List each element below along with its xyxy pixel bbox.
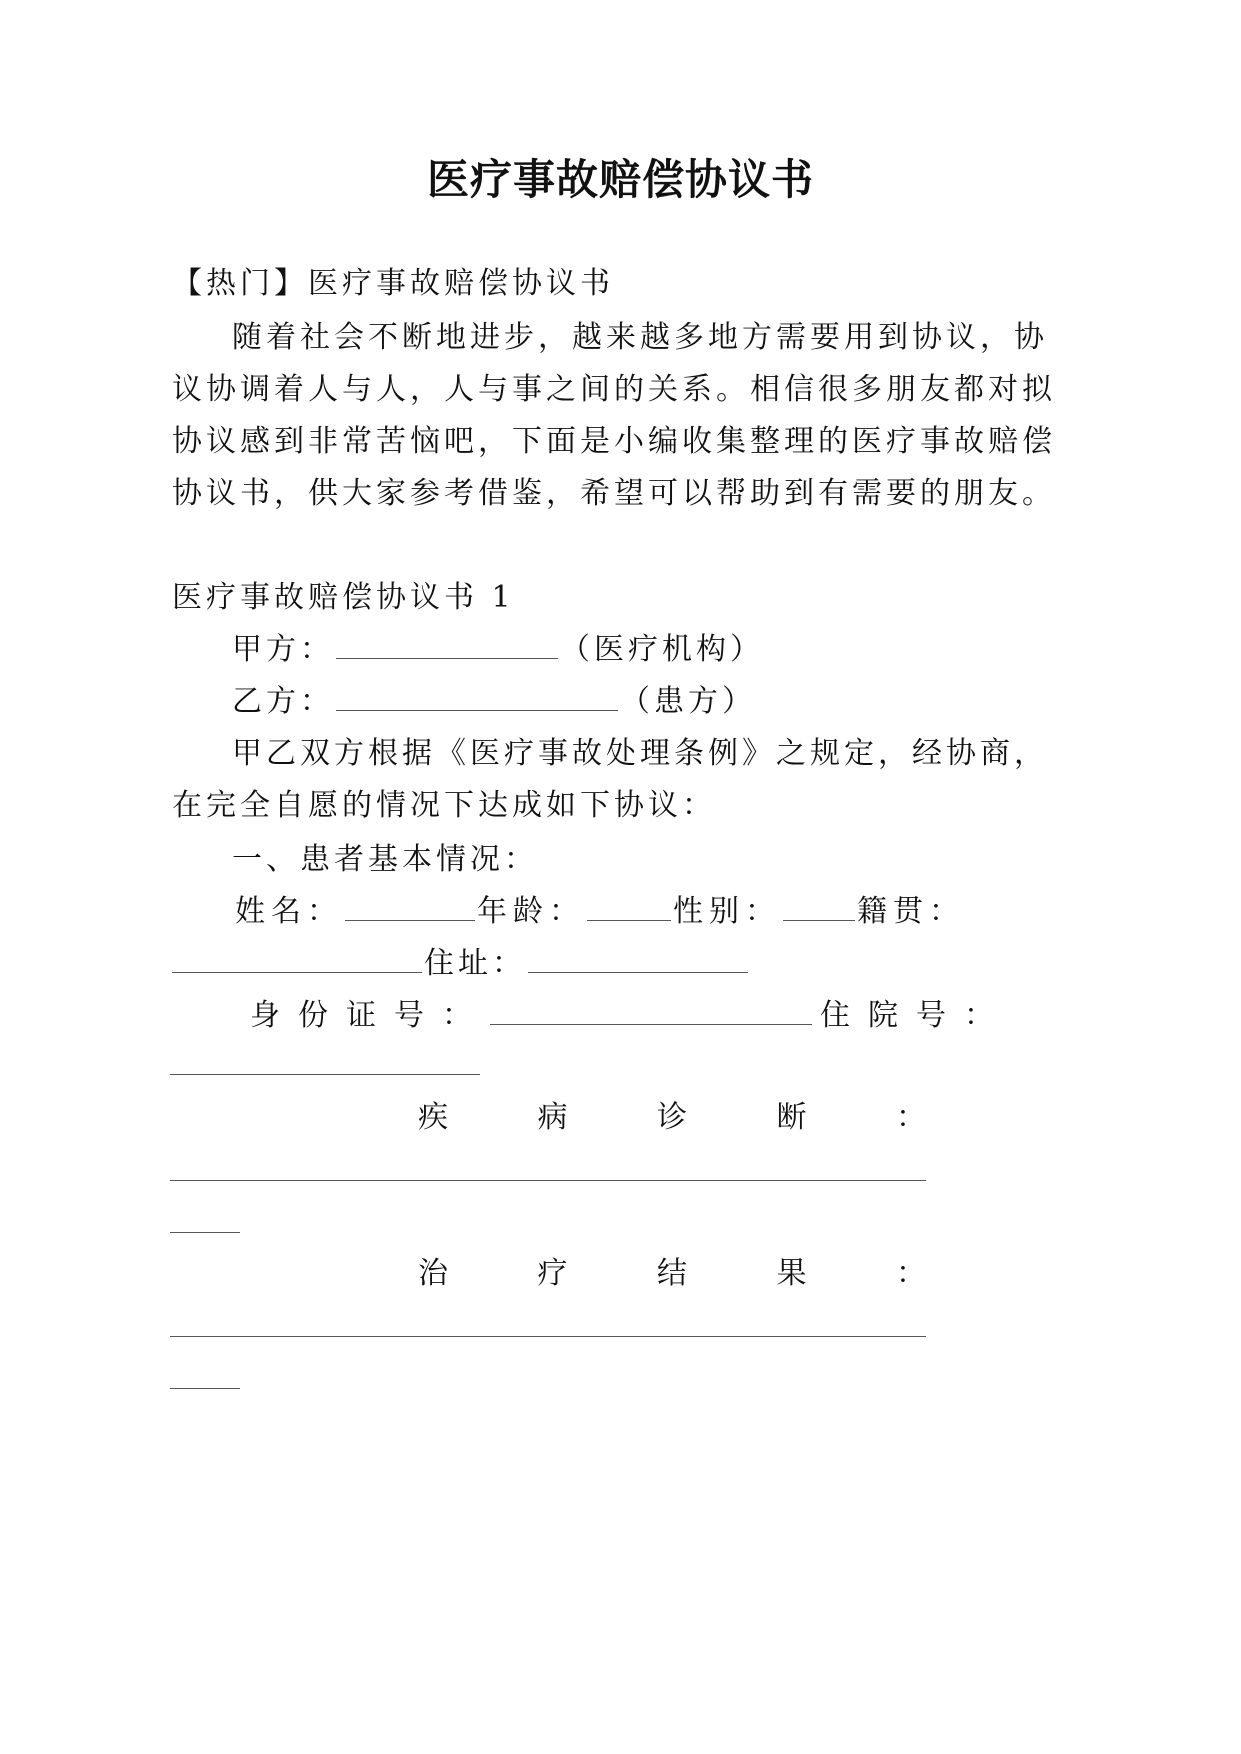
clause-1-heading: 一、患者基本情况：: [232, 842, 538, 877]
agreement-line-2: 在完全自愿的情况下达成如下协议：: [172, 788, 716, 823]
treatment-result-blank-continued[interactable]: [170, 1388, 240, 1389]
party-b-suffix: （患方）: [620, 684, 756, 719]
document-title: 医疗事故赔偿协议书: [426, 155, 814, 204]
result-char: ：: [896, 1256, 926, 1291]
agreement-line-1: 甲乙双方根据《医疗事故处理条例》之规定，经协商，: [232, 736, 1048, 771]
diagnosis-char: 病: [537, 1100, 568, 1135]
diagnosis-label: [418, 1096, 926, 1140]
id-number-blank[interactable]: [490, 994, 812, 1025]
party-b-label: 乙方：: [232, 684, 334, 719]
section-heading: 医疗事故赔偿协议书 1: [172, 580, 515, 615]
treatment-result-blank[interactable]: [170, 1336, 926, 1337]
gender-label: 性别：: [673, 894, 781, 929]
inpatient-number-label: 住院号：: [820, 998, 1012, 1033]
party-a-blank[interactable]: [336, 628, 558, 659]
name-label: 姓名：: [235, 894, 343, 929]
party-a-suffix: （医疗机构）: [560, 632, 764, 667]
gender-blank[interactable]: [783, 890, 855, 921]
diagnosis-char: 断: [776, 1100, 807, 1135]
address-blank[interactable]: [528, 942, 748, 973]
treatment-result-label: [418, 1252, 926, 1296]
native-place-label: 籍贯：: [857, 894, 965, 929]
party-a-line: [232, 628, 764, 672]
intro-line-3: 协议感到非常苦恼吧，下面是小编收集整理的医疗事故赔偿: [172, 424, 1056, 459]
party-b-line: [232, 680, 756, 724]
result-char: 结: [657, 1256, 687, 1291]
diagnosis-char: 诊: [657, 1100, 687, 1135]
diagnosis-char: ：: [896, 1100, 926, 1135]
result-char: 治: [418, 1256, 448, 1291]
diagnosis-blank[interactable]: [170, 1180, 926, 1181]
id-number-label: 身份证号：: [250, 998, 490, 1033]
address-line: [172, 942, 750, 986]
intro-line-4: 协议书，供大家参考借鉴，希望可以帮助到有需要的朋友。: [172, 476, 1056, 511]
inpatient-number-blank[interactable]: [170, 1074, 480, 1075]
diagnosis-char: 疾: [418, 1100, 448, 1135]
age-blank[interactable]: [587, 890, 671, 921]
native-place-blank[interactable]: [172, 942, 422, 973]
intro-line-2: 议协调着人与人，人与事之间的关系。相信很多朋友都对拟: [172, 372, 1056, 407]
result-char: 疗: [537, 1256, 568, 1291]
age-label: 年龄：: [477, 894, 585, 929]
result-char: 果: [776, 1256, 807, 1291]
name-blank[interactable]: [345, 890, 475, 921]
party-b-blank[interactable]: [336, 680, 618, 711]
basic-info-line: [235, 890, 965, 934]
document-subtitle: 【热门】医疗事故赔偿协议书: [172, 266, 614, 301]
party-a-label: 甲方：: [232, 632, 334, 667]
diagnosis-blank-continued[interactable]: [170, 1232, 240, 1233]
address-label: 住址：: [424, 946, 526, 981]
id-line: [250, 994, 1012, 1038]
intro-line-1: 随着社会不断地进步，越来越多地方需要用到协议，协: [232, 320, 1048, 355]
